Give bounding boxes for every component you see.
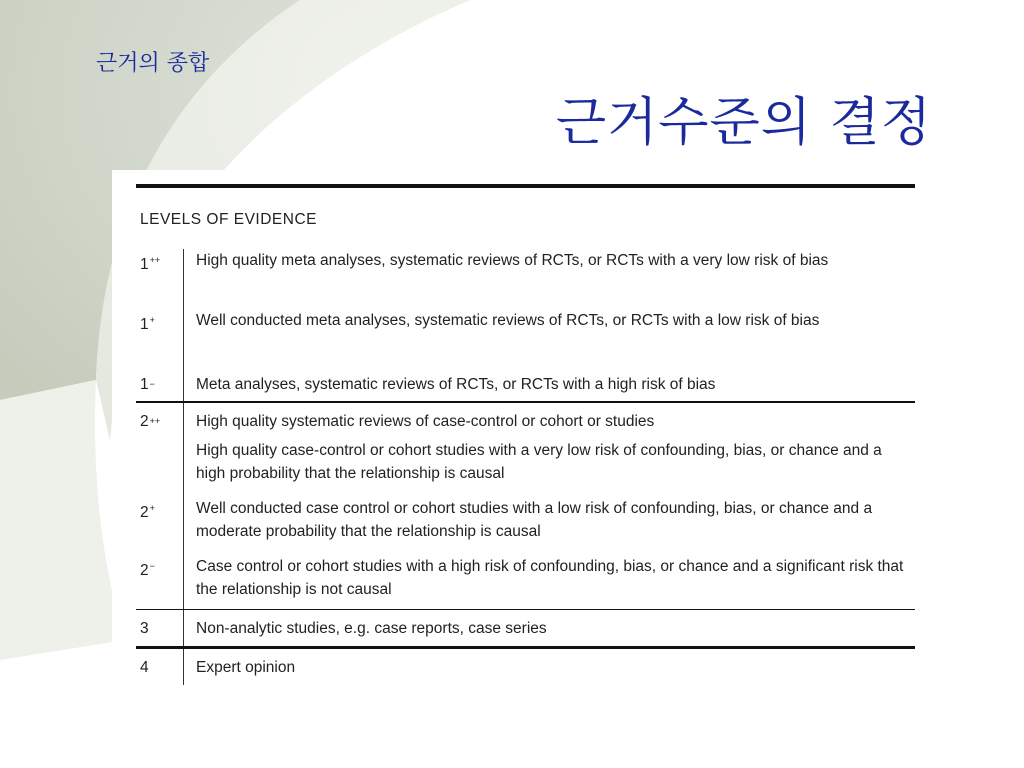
evidence-row-1pp bbox=[136, 249, 915, 309]
section-label: 근거의 종합 bbox=[96, 51, 210, 76]
evidence-level: 2+ bbox=[136, 497, 184, 555]
evidence-row-2m bbox=[136, 555, 915, 609]
evidence-level: 1+ bbox=[136, 309, 184, 367]
evidence-level: 3 bbox=[136, 610, 184, 646]
evidence-row-1p bbox=[136, 309, 915, 367]
evidence-row-3 bbox=[136, 610, 915, 646]
evidence-description: Expert opinion bbox=[196, 658, 296, 676]
evidence-level: 4 bbox=[136, 649, 184, 685]
evidence-description: Non-analytic studies, e.g. case reports, case series bbox=[196, 619, 547, 637]
evidence-row-2p bbox=[136, 497, 915, 555]
evidence-description: Meta analyses, systematic reviews of RCTs, or RCTs with a high risk of bias bbox=[196, 375, 716, 393]
evidence-level: 1++ bbox=[136, 249, 184, 309]
evidence-level bbox=[136, 439, 184, 497]
evidence-row-1m bbox=[136, 367, 915, 401]
table-heading: LEVELS OF EVIDENCE bbox=[140, 211, 317, 228]
evidence-row-4 bbox=[136, 649, 915, 685]
evidence-level: 2− bbox=[136, 555, 184, 609]
evidence-description: High quality meta analyses, systematic reviews of RCTs, or RCTs with a very low risk of bias bbox=[196, 252, 829, 269]
evidence-table-panel bbox=[112, 170, 920, 730]
evidence-row-2pp bbox=[136, 403, 915, 439]
evidence-level: 2 ++ bbox=[136, 403, 184, 439]
evidence-description: High quality systematic reviews of case-control or cohort or studies bbox=[196, 412, 655, 430]
levels-of-evidence-table bbox=[136, 184, 915, 685]
evidence-description: Well conducted meta analyses, systematic reviews of RCTs, or RCTs with a low risk of bias bbox=[196, 312, 820, 329]
evidence-level: 1 − bbox=[136, 367, 184, 401]
evidence-description: Well conducted case control or cohort studies with a low risk of confounding, bias, or chance and a moderate probability that the relationship is causal bbox=[196, 500, 873, 540]
evidence-row-2pp-cont bbox=[136, 439, 915, 497]
slide-title: 근거수준의 결정 bbox=[555, 93, 932, 153]
evidence-description: High quality case-control or cohort studies with a very low risk of confounding, bias, or chance and a high probability that the relationship is causal bbox=[196, 442, 882, 482]
evidence-description: Case control or cohort studies with a high risk of confounding, bias, or chance and a significant risk that the relationship is not causal bbox=[196, 558, 904, 598]
